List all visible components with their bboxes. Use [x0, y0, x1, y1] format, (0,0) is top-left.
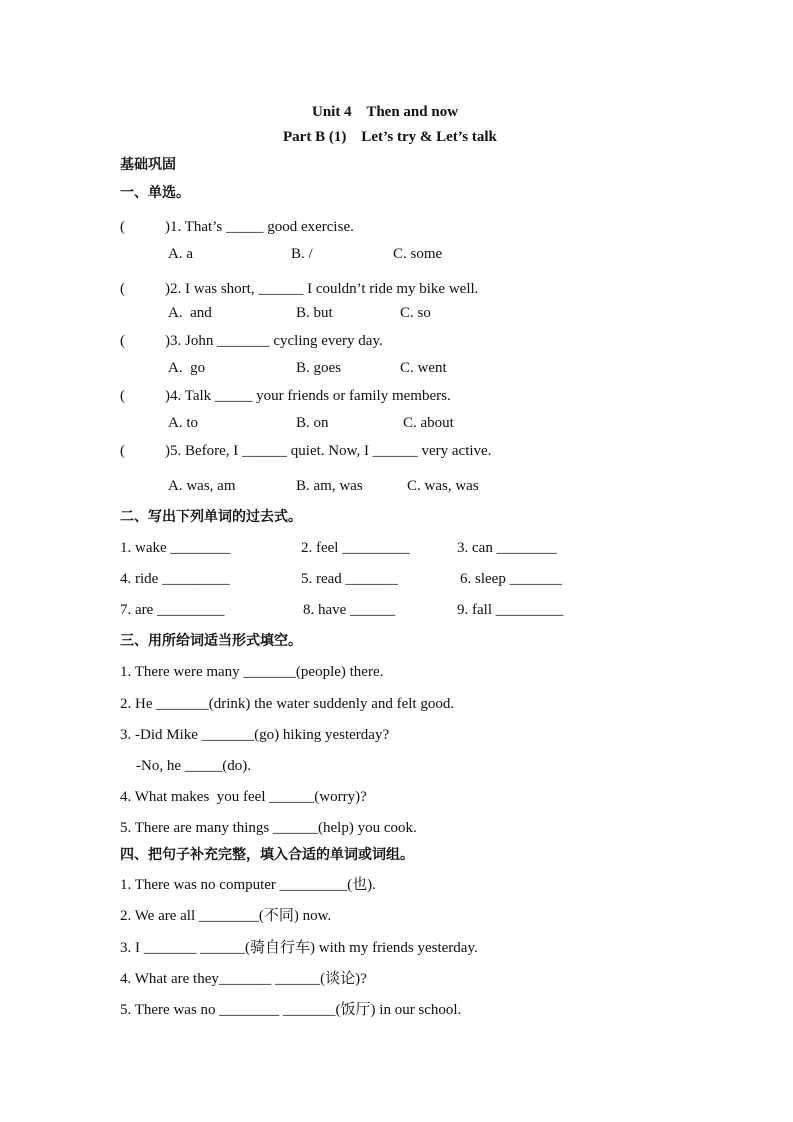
fill-blank-item: -No, he _____(do).: [136, 758, 251, 774]
option-b: B. on: [296, 415, 329, 431]
fill-blank-item: 3. -Did Mike _______(go) hiking yesterday?: [120, 727, 390, 743]
option-c: C. so: [400, 305, 431, 321]
option-b: B. /: [291, 246, 313, 262]
section-4-heading: 四、把句子补充完整，填入合适的单词或词组。: [120, 847, 414, 863]
unit-title: Unit 4 Then and now: [312, 104, 459, 120]
complete-sentence-item: 1. There was no computer _________(也).: [120, 877, 376, 893]
question-paren: (: [120, 219, 125, 235]
fill-blank-item: 2. He _______(drink) the water suddenly and felt good.: [120, 696, 455, 712]
section-3-heading: 三、用所给词适当形式填空。: [120, 633, 302, 649]
option-a: A. go: [168, 360, 206, 376]
question-paren: (: [120, 443, 125, 459]
past-tense-item: 2. feel _________: [301, 540, 410, 556]
question-stem: )4. Talk _____ your friends or family members.: [165, 388, 451, 404]
option-b: B. goes: [296, 360, 341, 376]
past-tense-item: 4. ride _________: [120, 571, 230, 587]
option-c: C. some: [393, 246, 443, 262]
complete-sentence-item: 3. I _______ ______(骑自行车) with my friends yesterday.: [120, 940, 478, 956]
question-stem: )1. That’s _____ good exercise.: [165, 219, 354, 235]
option-a: A. was, am: [168, 478, 236, 494]
complete-sentence-item: 4. What are they_______ ______(谈论)?: [120, 971, 367, 987]
option-a: A. a: [168, 246, 193, 262]
option-c: C. was, was: [407, 478, 479, 494]
option-a: A. to: [168, 415, 198, 431]
section-1-heading: 一、单选。: [120, 185, 190, 201]
complete-sentence-item: 2. We are all ________(不同) now.: [120, 908, 332, 924]
question-stem: )2. I was short, ______ I couldn’t ride my bike well.: [165, 281, 479, 297]
question-paren: (: [120, 281, 125, 297]
option-c: C. went: [400, 360, 447, 376]
option-a: A. and: [168, 305, 212, 321]
fill-blank-item: 1. There were many _______(people) there.: [120, 664, 384, 680]
past-tense-item: 6. sleep _______: [460, 571, 563, 587]
question-stem: )3. John _______ cycling every day.: [165, 333, 383, 349]
part-subtitle: Part B (1) Let’s try & Let’s talk: [283, 129, 497, 145]
option-b: B. am, was: [296, 478, 363, 494]
section-2-heading: 二、写出下列单词的过去式。: [120, 509, 302, 525]
section-basics-heading: 基础巩固: [120, 157, 176, 173]
past-tense-item: 7. are _________: [120, 602, 225, 618]
fill-blank-item: 4. What makes you feel ______(worry)?: [120, 789, 367, 805]
past-tense-item: 9. fall _________: [457, 602, 564, 618]
fill-blank-item: 5. There are many things ______(help) you cook.: [120, 820, 417, 836]
past-tense-item: 1. wake ________: [120, 540, 231, 556]
past-tense-item: 8. have ______: [303, 602, 396, 618]
option-b: B. but: [296, 305, 333, 321]
past-tense-item: 5. read _______: [301, 571, 399, 587]
question-paren: (: [120, 388, 125, 404]
complete-sentence-item: 5. There was no ________ _______(饭厅) in our school.: [120, 1002, 462, 1018]
past-tense-item: 3. can ________: [457, 540, 557, 556]
question-paren: (: [120, 333, 125, 349]
question-stem: )5. Before, I ______ quiet. Now, I ______ very active.: [165, 443, 492, 459]
option-c: C. about: [403, 415, 454, 431]
